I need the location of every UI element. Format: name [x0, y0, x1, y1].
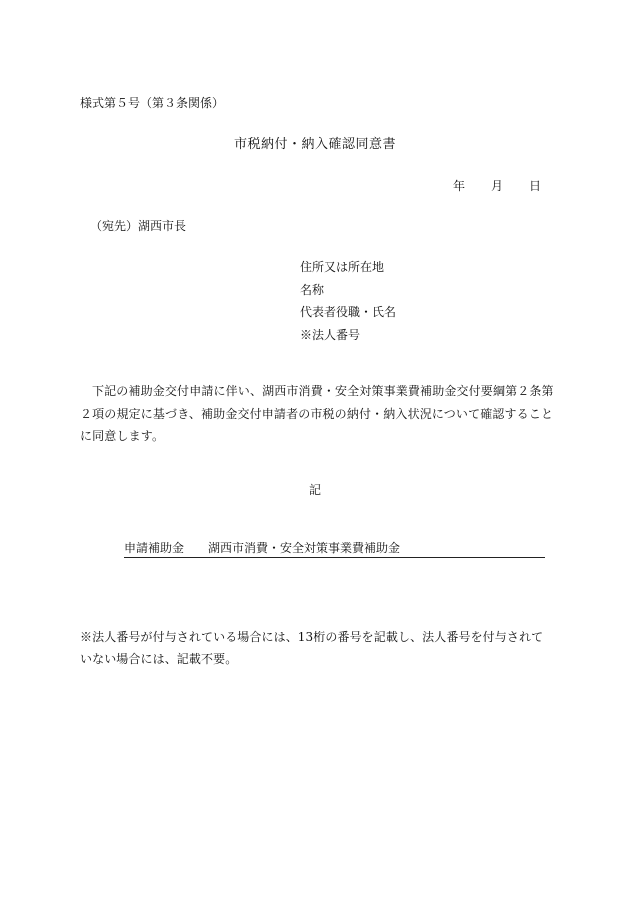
consent-body-text: 下記の補助金交付申請に伴い、湖西市消費・安全対策事業費補助金交付要綱第２条第２項の規定に基づき、補助金交付申請者の市税の納付・納入状況について確認することに同意します。 — [80, 384, 554, 443]
date-line — [453, 180, 541, 192]
addressee: （宛先）湖西市長 — [90, 219, 187, 233]
ki-label: 記 — [308, 483, 321, 497]
name-field-label: 名称 — [300, 282, 325, 297]
date-month-label: 月 — [491, 179, 504, 193]
form-number: 様式第５号（第３条関係） — [80, 96, 225, 110]
applicant-fields — [300, 261, 396, 351]
date-year-label: 年 — [453, 179, 466, 193]
grant-line — [124, 542, 545, 558]
corporate-number-field-label: ※法人番号 — [300, 327, 361, 342]
representative-field-label: 代表者役職・氏名 — [300, 305, 397, 319]
date-day-label: 日 — [529, 179, 542, 193]
document-title: 市税納付・納入確認同意書 — [233, 137, 396, 152]
grant-label: 申請補助金 — [124, 541, 185, 555]
grant-name: 湖西市消費・安全対策事業費補助金 — [208, 541, 401, 555]
footnote-text: ※法人番号が付与されている場合には、13桁の番号を記載し、法人番号を付与されていない場合には、記載不要。 — [80, 630, 544, 666]
address-field-label: 住所又は所在地 — [300, 260, 385, 274]
